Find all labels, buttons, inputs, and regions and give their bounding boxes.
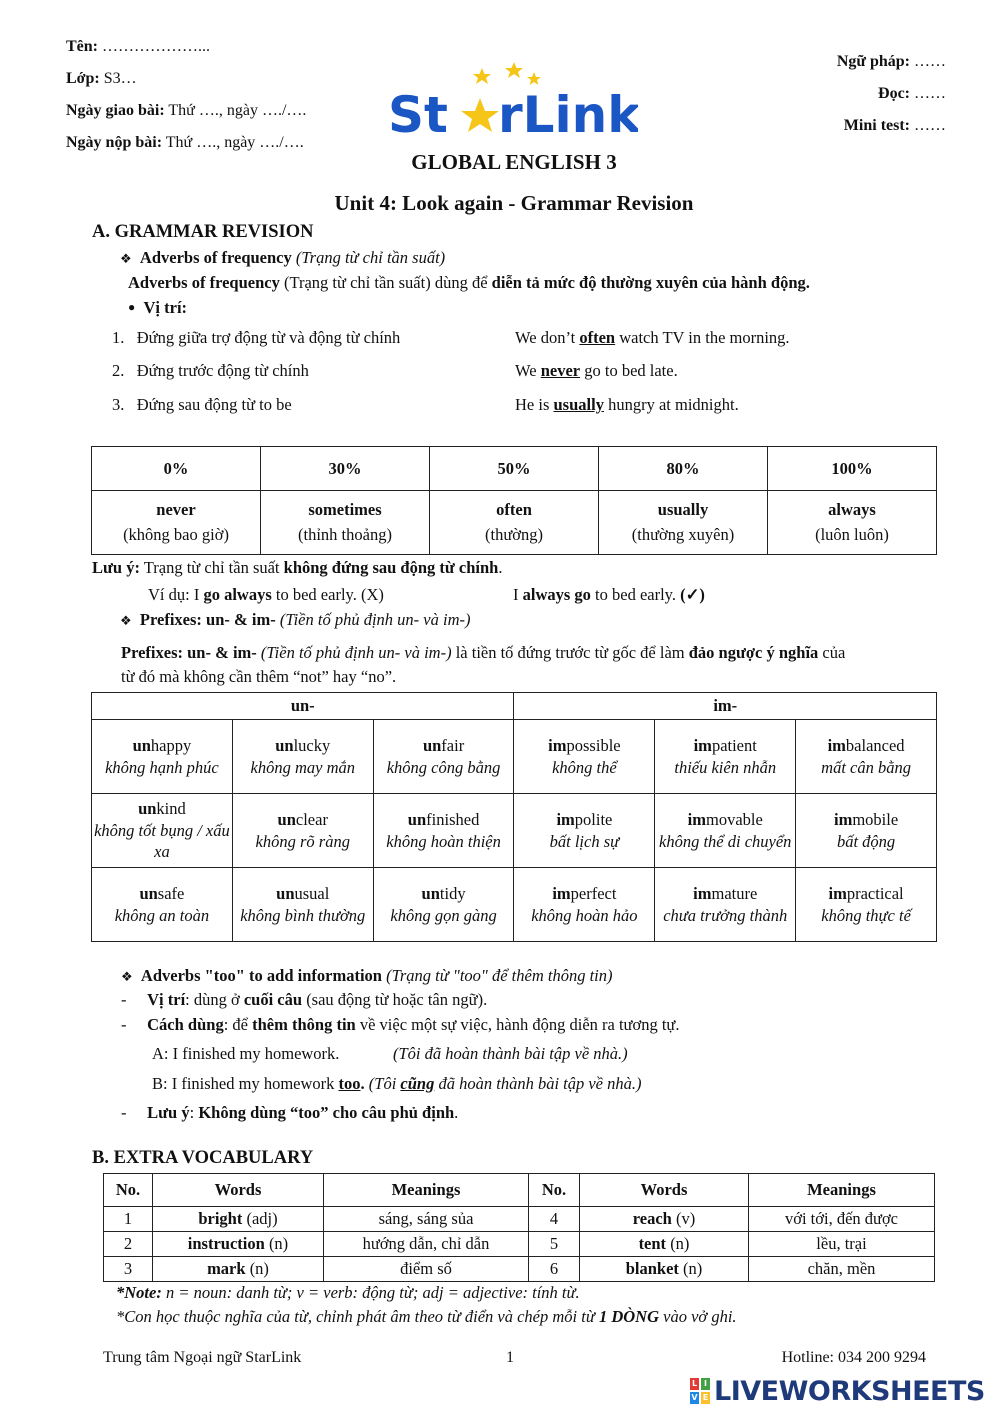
unit-title: Unit 4: Look again - Grammar Revision <box>334 191 694 215</box>
prefix-cell: unsafe không an toàn <box>92 868 233 942</box>
minitest-score: Mini test: …… <box>843 117 946 134</box>
vocab-word: reach (v) <box>580 1207 749 1232</box>
freq-cell-always: always (luôn luôn) <box>768 491 937 555</box>
prefix-cell: impractical không thực tế <box>796 868 937 942</box>
vocab-no: 3 <box>104 1257 153 1282</box>
freq-pct-30: 30% <box>261 447 430 491</box>
too-example-a: A: I finished my homework. <box>152 1044 340 1063</box>
prefix-cell: immobile bất động <box>796 794 937 868</box>
footer-center-name: Trung tâm Ngoại ngữ StarLink <box>103 1349 302 1366</box>
class-line: Lớp: S3… <box>66 70 137 87</box>
prefix-cell: imbalanced mất cân bằng <box>796 720 937 794</box>
frequency-percent-row <box>92 447 937 491</box>
prefix-cell: unusual không bình thường <box>232 868 373 942</box>
prefixes-bullet: ❖ Prefixes: un- & im- (Tiền tố phủ định un- và im-) <box>120 610 471 629</box>
prefix-cell: unclear không rõ ràng <box>232 794 373 868</box>
vocab-header-no: No. <box>104 1174 153 1207</box>
right-example: I always go to bed early. (✓) <box>513 585 705 604</box>
prefix-cell: unfair không công bằng <box>373 720 514 794</box>
vocab-meaning: điểm số <box>324 1257 529 1282</box>
rule-3-example: He is usually hungry at midnight. <box>515 395 739 414</box>
too-usage: - Cách dùng: để thêm thông tin về việc một sự việc, hành động diễn ra tương tự. <box>121 1015 680 1034</box>
freq-pct-80: 80% <box>599 447 768 491</box>
freq-pct-0: 0% <box>92 447 261 491</box>
vocab-no: 5 <box>529 1232 580 1257</box>
vocab-header-no-2: No. <box>529 1174 580 1207</box>
prefix-cell: impatient thiếu kiên nhẫn <box>655 720 796 794</box>
svg-text:rLink: rLink <box>498 86 638 140</box>
vocab-note-2: *Con học thuộc nghĩa của từ, chỉnh phát âm theo từ điển và chép mỗi từ 1 DÒNG vào vở ghi. <box>116 1307 737 1326</box>
assign-date-line: Ngày giao bài: Thứ …., ngày …./…. <box>66 102 307 119</box>
vocab-word: bright (adj) <box>153 1207 324 1232</box>
course-title: GLOBAL ENGLISH 3 <box>411 150 617 174</box>
prefix-col-un: un- <box>92 693 514 720</box>
prefix-table <box>91 692 937 942</box>
prefix-cell: immovable không thể di chuyển <box>655 794 796 868</box>
vocab-no: 2 <box>104 1232 153 1257</box>
prefix-cell: unfinished không hoàn thiện <box>373 794 514 868</box>
vocab-no: 4 <box>529 1207 580 1232</box>
prefix-cell: impossible không thể <box>514 720 655 794</box>
vocab-meaning: hướng dẫn, chỉ dẫn <box>324 1232 529 1257</box>
watermark-text: LIVEWORKSHEETS <box>714 1375 985 1407</box>
footer-hotline: Hotline: 034 200 9294 <box>781 1349 926 1366</box>
logo-stars-icon <box>388 60 638 140</box>
frequency-word-row <box>92 491 937 555</box>
wrong-example: Ví dụ: I go always to bed early. (X) <box>148 585 384 604</box>
prefix-cell: unhappy không hạnh phúc <box>92 720 233 794</box>
freq-cell-often: often (thường) <box>430 491 599 555</box>
too-position: - Vị trí: dùng ở cuối câu (sau động từ hoặc tân ngữ). <box>121 990 488 1009</box>
vocab-no: 1 <box>104 1207 153 1232</box>
rule-1: 1. Đứng giữa trợ động từ và động từ chính <box>112 328 401 347</box>
vocab-row-2 <box>104 1232 935 1257</box>
diamond-bullet-icon: ❖ <box>121 970 133 985</box>
vocab-header-meanings-2: Meanings <box>749 1174 935 1207</box>
vocab-word: instruction (n) <box>153 1232 324 1257</box>
rule-2: 2. Đứng trước động từ chính <box>112 361 309 380</box>
prefix-cell: imperfect không hoàn hảo <box>514 868 655 942</box>
diamond-bullet-icon: ❖ <box>120 614 132 629</box>
too-note: - Lưu ý: Không dùng “too” cho câu phủ định. <box>121 1103 459 1122</box>
liveworksheets-badge-icon: L I V E <box>691 1379 709 1402</box>
freq-cell-sometimes: sometimes (thỉnh thoảng) <box>261 491 430 555</box>
vocab-word: blanket (n) <box>580 1257 749 1282</box>
vocab-meaning: lều, trại <box>749 1232 935 1257</box>
rule-2-example: We never go to bed late. <box>515 361 678 380</box>
vocab-no: 6 <box>529 1257 580 1282</box>
rule-3: 3. Đứng sau động từ to be <box>112 395 292 414</box>
vocab-meaning: chăn, mền <box>749 1257 935 1282</box>
position-bullet: ● Vị trí: <box>128 298 188 317</box>
prefix-cell: impolite bất lịch sự <box>514 794 655 868</box>
vocab-meaning: với tới, đến được <box>749 1207 935 1232</box>
prefix-row-3 <box>92 868 937 942</box>
prefix-cell: untidy không gọn gàng <box>373 868 514 942</box>
vocab-note-1: *Note: n = noun: danh từ; v = verb: động từ; adj = adjective: tính từ. <box>116 1283 580 1302</box>
vocabulary-table <box>103 1173 935 1282</box>
freq-cell-usually: usually (thường xuyên) <box>599 491 768 555</box>
vocab-word: tent (n) <box>580 1232 749 1257</box>
freq-pct-100: 100% <box>768 447 937 491</box>
prefix-cell: unkind không tốt bụng / xấu xa <box>92 794 233 868</box>
prefix-header-row <box>92 693 937 720</box>
grammar-score: Ngữ pháp: …… <box>836 53 946 70</box>
check-mark-icon: (✓) <box>680 585 705 604</box>
too-example-a-vi: (Tôi đã hoàn thành bài tập về nhà.) <box>393 1044 628 1063</box>
reading-score: Đọc: …… <box>878 85 946 102</box>
liveworksheets-watermark <box>690 1375 985 1407</box>
vocab-header-words: Words <box>153 1174 324 1207</box>
frequency-note: Lưu ý: Trạng từ chỉ tần suất không đứng sau động từ chính. <box>92 558 503 577</box>
adverbs-definition: Adverbs of frequency (Trạng từ chỉ tần suất) dùng để diễn tả mức độ thường xuyên của hành động. <box>128 273 810 292</box>
vocab-word: mark (n) <box>153 1257 324 1282</box>
adverbs-bullet: ❖ Adverbs of frequency (Trạng từ chỉ tần suất) <box>120 248 446 267</box>
submit-date-line: Ngày nộp bài: Thứ …., ngày …./…. <box>66 134 304 151</box>
frequency-table <box>91 446 937 555</box>
prefixes-definition: Prefixes: un- & im- (Tiền tố phủ định un- và im-) là tiền tố đứng trước từ gốc để làm đảo ngược ý nghĩa của từ đó mà không cần thêm “not” hay “no”. <box>121 643 846 686</box>
freq-cell-never: never (không bao giờ) <box>92 491 261 555</box>
freq-pct-50: 50% <box>430 447 599 491</box>
prefix-row-1 <box>92 720 937 794</box>
prefix-cell: immature chưa trưởng thành <box>655 868 796 942</box>
footer-page-number: 1 <box>506 1349 514 1366</box>
vocab-row-1 <box>104 1207 935 1232</box>
starlink-logo <box>388 60 638 140</box>
section-a-title: A. GRAMMAR REVISION <box>92 222 314 242</box>
diamond-bullet-icon: ❖ <box>120 252 132 267</box>
prefix-row-2 <box>92 794 937 868</box>
svg-text:St: St <box>388 86 448 140</box>
name-line: Tên: ………………... <box>66 38 210 55</box>
vocab-header-words-2: Words <box>580 1174 749 1207</box>
dot-bullet-icon: ● <box>128 300 136 314</box>
vocab-header-row <box>104 1174 935 1207</box>
vocab-header-meanings: Meanings <box>324 1174 529 1207</box>
too-example-b: B: I finished my homework too. (Tôi cũng đã hoàn thành bài tập về nhà.) <box>152 1074 642 1093</box>
section-b-title: B. EXTRA VOCABULARY <box>92 1148 314 1168</box>
prefix-cell: unlucky không may mắn <box>232 720 373 794</box>
prefix-col-im: im- <box>514 693 937 720</box>
vocab-row-3 <box>104 1257 935 1282</box>
too-bullet: ❖ Adverbs "too" to add information (Trạng từ "too" để thêm thông tin) <box>121 966 613 985</box>
vocab-meaning: sáng, sáng sủa <box>324 1207 529 1232</box>
rule-1-example: We don’t often watch TV in the morning. <box>515 328 790 347</box>
